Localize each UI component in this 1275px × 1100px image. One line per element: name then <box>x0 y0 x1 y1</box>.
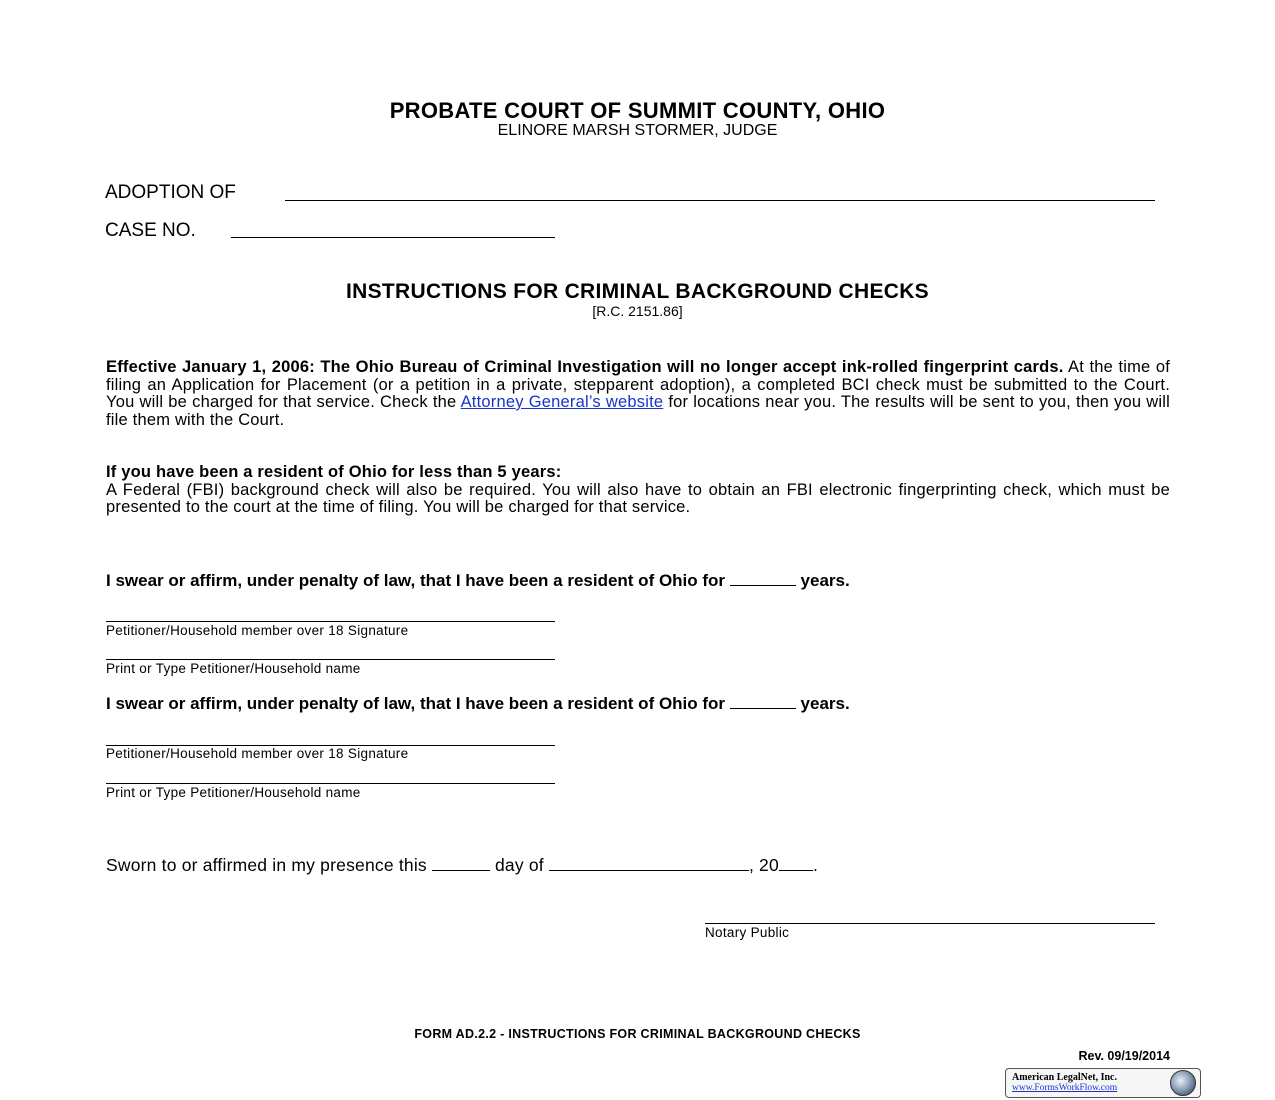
fbi-check-text: A Federal (FBI) background check will also be required. You will also have to obtain an FBI electronic fingerprinting check, which must be presented to the court at the time of filing. You will be charged for that service. <box>106 480 1170 516</box>
logo-company-name: American LegalNet, Inc. <box>1012 1072 1117 1083</box>
fbi-check-paragraph <box>106 464 1170 517</box>
adoption-of-label: ADOPTION OF <box>105 182 236 203</box>
american-legalnet-logo[interactable] <box>1005 1068 1201 1098</box>
sworn-text-2: day of <box>495 855 544 875</box>
globe-icon <box>1170 1070 1196 1096</box>
judge-name: ELINORE MARSH STORMER, JUDGE <box>497 122 778 139</box>
sworn-text-3: , 20 <box>748 855 779 875</box>
sworn-text-1: Sworn to or affirmed in my presence this <box>106 855 427 875</box>
print-name-label-1: Print or Type Petitioner/Household name <box>106 661 361 676</box>
print-name-line-2[interactable] <box>106 783 555 784</box>
court-name: PROBATE COURT OF SUMMIT COUNTY, OHIO <box>389 98 886 123</box>
fbi-check-heading: If you have been a resident of Ohio for less than 5 years: <box>106 463 562 481</box>
instructions-text-cont: for locations near you. The results will be sent to you, then you will file them with the Court. <box>106 393 1170 429</box>
adoption-of-field[interactable] <box>285 200 1155 201</box>
sworn-text-4: . <box>812 855 818 875</box>
sworn-statement <box>106 855 818 876</box>
form-footer: FORM AD.2.2 - INSTRUCTIONS FOR CRIMINAL BACKGROUND CHECKS <box>414 1027 861 1041</box>
years-blank-2[interactable] <box>730 694 796 709</box>
month-blank[interactable] <box>549 856 749 871</box>
affirmation-years: years. <box>800 571 850 590</box>
affirmation-text: I swear or affirm, under penalty of law, that I have been a resident of Ohio for <box>106 694 726 713</box>
statute-citation: [R.C. 2151.86] <box>592 303 683 319</box>
signature-line-1[interactable] <box>106 621 555 622</box>
years-blank-1[interactable] <box>730 571 796 586</box>
print-name-label-2: Print or Type Petitioner/Household name <box>106 785 361 800</box>
print-name-line-1[interactable] <box>106 659 555 660</box>
affirmation-statement-1 <box>106 571 850 591</box>
affirmation-years: years. <box>800 694 850 713</box>
case-no-label: CASE NO. <box>105 220 196 241</box>
form-title: INSTRUCTIONS FOR CRIMINAL BACKGROUND CHECKS <box>345 280 929 303</box>
instructions-paragraph <box>106 359 1170 429</box>
attorney-general-link[interactable]: Attorney General’s website <box>460 393 664 411</box>
case-no-field[interactable] <box>231 237 555 238</box>
notary-signature-line[interactable] <box>705 923 1155 924</box>
day-blank[interactable] <box>432 856 490 871</box>
revision-date: Rev. 09/19/2014 <box>1078 1049 1170 1063</box>
effective-date-notice: Effective January 1, 2006: The Ohio Bureau of Criminal Investigation will no longer accept ink-rolled fingerprint cards. <box>106 358 1064 376</box>
instructions-text: At the time of filing an Application for Placement (or a petition in a private, stepparent adoption), a completed BCI check must be submitted to the Court. You will be charged for that service. Check the <box>106 358 1170 411</box>
affirmation-statement-2 <box>106 694 850 714</box>
signature-label-1: Petitioner/Household member over 18 Signature <box>106 623 409 638</box>
notary-label: Notary Public <box>705 925 790 940</box>
signature-label-2: Petitioner/Household member over 18 Signature <box>106 746 409 761</box>
year-blank[interactable] <box>779 856 813 871</box>
logo-url[interactable]: www.FormsWorkFlow.com <box>1012 1083 1118 1093</box>
affirmation-text: I swear or affirm, under penalty of law, that I have been a resident of Ohio for <box>106 571 726 590</box>
